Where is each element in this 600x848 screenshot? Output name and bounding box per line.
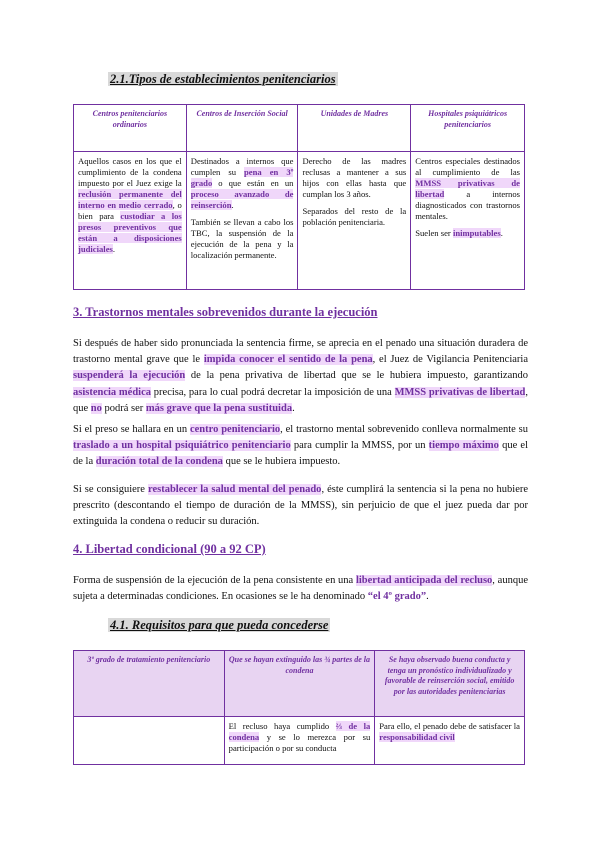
section-4-title: 4. Libertad condicional (90 a 92 CP) bbox=[73, 542, 266, 556]
cell-hospitales: Centros especiales destinados al cumplimiento de las MMSS privativas de libertad a internos diagnosticados con trastornos mentales. Suelen ser inimputables. bbox=[411, 152, 525, 290]
section-4-1-title: 4.1. Requisitos para que pueda concederse bbox=[110, 618, 329, 632]
cell-madres: Derecho de las madres reclusas a mantener a sus hijos con ellas hasta que cumplan los 3 años. Separados del resto de la población penitenciaria. bbox=[298, 152, 411, 290]
header-tres-cuartos: Que se hayan extinguido las ¾ partes de la condena bbox=[224, 651, 375, 717]
header-madres: Unidades de Madres bbox=[298, 105, 411, 152]
section-2-1-title: 2.1.Tipos de establecimientos penitenciarios bbox=[110, 72, 336, 86]
requirements-table bbox=[73, 650, 525, 765]
header-hospitales: Hospitales psiquiátricos penitenciarios bbox=[411, 105, 525, 152]
header-ordinarios: Centros penitenciarios ordinarios bbox=[74, 105, 187, 152]
header-cis: Centros de Inserción Social bbox=[186, 105, 298, 152]
cell-empty bbox=[74, 717, 225, 765]
section-3-paragraph-3: Si se consiguiere restablecer la salud mental del penado, éste cumplirá la sentencia si la pena no hubiere prescrito (descontando el tiempo de duración de la MMSS), sin perjuicio de que el juez pueda dar por extinguida la condena o reducir su duración. bbox=[73, 484, 529, 528]
header-buena-conducta: Se haya observado buena conducta y tenga un pronóstico individualizado y favorable de reinserción social, emitido por las autoridades penitenciarias bbox=[375, 651, 525, 717]
header-tercer-grado: 3º grado de tratamiento penitenciario bbox=[74, 651, 225, 717]
section-3-paragraph-1: Si después de haber sido pronunciada la sentencia firme, se aprecia en el penado una situación duradera de trastorno mental grave que le impida conocer el sentido de la pena, el Juez de Vigilancia Penitenciaria suspenderá la ejecución de la pena privativa de libertad que se le hubiera impuesto, garantizando asistencia médica precisa, para lo cual podrá decretar la imposición de una MMSS privativas de libertad, que no podrá ser más grave que la pena sustituida. bbox=[73, 338, 528, 414]
establishments-table bbox=[73, 104, 525, 290]
section-3-title: 3. Trastornos mentales sobrevenidos durante la ejecución bbox=[73, 305, 378, 319]
cell-responsabilidad-civil: Para ello, el penado debe de satisfacer la responsabilidad civil bbox=[375, 717, 525, 765]
section-3-paragraph-2: Si el preso se hallara en un centro penitenciario, el trastorno mental sobrevenido conlleva normalmente su traslado a un hospital psiquiátrico penitenciario para cumplir la MMSS, por un tiempo máximo que el de la duración total de la condena que se le hubiera impuesto. bbox=[73, 424, 528, 468]
section-4-paragraph-1: Forma de suspensión de la ejecución de la pena consistente en una libertad anticipada del recluso, aunque sujeta a determinadas condiciones. En ocasiones se le ha denominado “el 4º grado”. bbox=[73, 575, 528, 603]
cell-ordinarios: Aquellos casos en los que el cumplimiento de la condena impuesto por el Juez exige la reclusión permanente del interno en medio cerrado, o bien para custodiar a los presos preventivos que están a disposiciones judiciales. bbox=[74, 152, 187, 290]
cell-cis: Destinados a internos que cumplen su pena en 3º grado o que están en un proceso avanzado de reinserción. También se llevan a cabo los TBC, la suspensión de la ejecución de la pena y la localización permanente. bbox=[186, 152, 298, 290]
cell-dos-tercios: El recluso haya cumplido ⅔ de la condena y se lo merezca por su participación o por su conducta bbox=[224, 717, 375, 765]
